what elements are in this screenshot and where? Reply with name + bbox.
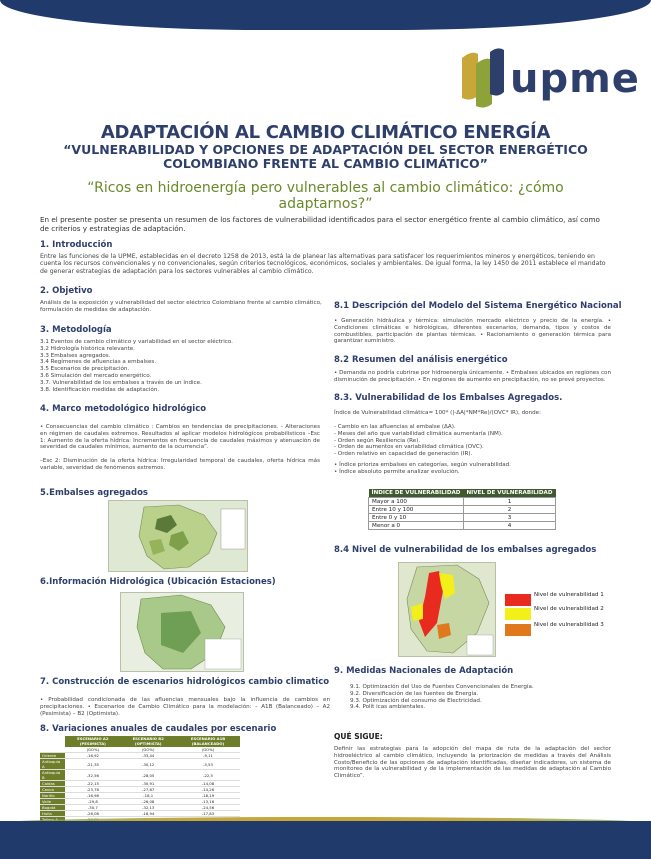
units-cell: (GO%) [65, 747, 120, 753]
list-item: - Orden relativo en capacidad de generación (IR). [334, 451, 473, 458]
cell: Entre 10 y 100 [369, 506, 464, 514]
hydrological-stations-map [120, 592, 244, 672]
cell: 1 [463, 498, 555, 506]
section-2-heading: 2. Objetivo [40, 286, 93, 296]
section-5-heading: 5.Embalses agregados [40, 488, 148, 498]
section-4-heading: 4. Marco metodológico hidrológico [40, 404, 207, 414]
section-1-text: Entre las funciones de la UPME, establecidas en el decreto 1258 de 2013, está la de planear las alternativas para satisfacer los requerimientos mineros y energéticos, teniendo en cuenta los recursos convencionales y no convencionales, según criterios tecnológicos, económicos, sociales y ambientales. De igual forma, la ley 1450 de 2011 establece el mandato de generar estrategias de adaptación para los sectores vulnerables al cambio climático. [40, 253, 606, 275]
section-9-list [350, 684, 610, 711]
cell: -23,78 [65, 787, 120, 793]
list-item: 9.3. Optimización del consumo de Electricidad. [350, 697, 482, 704]
cell: -32,13 [120, 805, 176, 811]
next-steps-text: Definir las estrategias para la adopción del mapa de ruta de la adaptación del sector hidroeléctrico al cambio climático, incluyendo la priorización de medidas a través del Análisis Costo/Beneficio de las opciones de adaptación identificadas, diseñar indicadores, un sistema de monitoreo de la vulnerabilidad y de la implementación de las medidas de adaptación al Cambio Climático”. [334, 746, 611, 780]
next-steps-heading: QUÉ SIGUE: [334, 732, 383, 741]
list-item: 3.2 Hidrología histórica relevante. [40, 345, 135, 352]
section-6-heading: 6.Información Hidrológica (Ubicación Estaciones) [40, 577, 276, 587]
aggregated-reservoirs-map [108, 500, 248, 572]
vulnerability-map-image [399, 563, 496, 657]
cell: 3 [463, 514, 555, 522]
table-row [369, 498, 556, 506]
list-item: • Índice absoluto permite analizar evolución. [334, 468, 460, 475]
table-row [40, 770, 240, 781]
row-name: Huila [40, 811, 65, 817]
legend-swatch-yellow [505, 608, 531, 620]
legend-swatch-orange [505, 624, 531, 636]
section-4-text-2: –Esc 2: Disminución de la oferta hídrica: Irregularidad temporal de caudales, oferta hídrica más variable, severidad de fenómenos extremos. [40, 458, 320, 471]
column-header: ESCENARIO A1B (BALANCEADO) [176, 736, 240, 747]
list-item: 3.6 Simulación del mercado energético. [40, 372, 152, 379]
cell: 4 [463, 522, 555, 530]
intro-text: En el presente poster se presenta un resumen de los factores de vulnerabilidad identificados para el sector energético frente al cambio climático, así como de criterios y estrategias de adaptación. [40, 215, 600, 233]
cell: -14,08 [176, 781, 240, 787]
cell: -16,92 [65, 753, 120, 759]
list-item: 9.1. Optimización del Uso de Fuentes Convencionales de Energía. [350, 684, 534, 690]
list-item: 3.4 Regímenes de afluencias a embalses. [40, 359, 157, 366]
cell: -18,19 [176, 793, 240, 799]
poster-quote: “Ricos en hidroenergía pero vulnerables al cambio climático: ¿cómo adaptarnos?” [87, 180, 564, 212]
cell: -22,5 [176, 770, 240, 781]
section-8-3-list [334, 424, 611, 458]
column-header: NIVEL DE VULNERABILIDAD [463, 489, 555, 498]
cell: -30,12 [120, 759, 176, 770]
stations-map-image [121, 593, 244, 672]
column-header: ESCENARIO A2 (PESIMISTA) [65, 736, 120, 747]
cell: -18,1 [120, 793, 176, 799]
table-row [40, 759, 240, 770]
top-banner [0, 0, 651, 30]
table-row [369, 522, 556, 530]
poster-title: ADAPTACIÓN AL CAMBIO CLIMÁTICO ENERGÍA [100, 122, 551, 143]
legend-label: Nivel de vulnerabilidad 3 [534, 622, 604, 628]
cell: -18,94 [120, 811, 176, 817]
section-8-1-text: • Generación hidráulica y térmica: simulación mercado eléctrico y precio de la energía. • Condiciones climáticas e hidrológicas, diferentes escenarios, demanda, tipos y costos de combustibles, participación de plantas térmicas. • Racionamiento o generación térmica para garantizar suministro. [334, 318, 611, 345]
table-row [369, 506, 556, 514]
list-item: - Meses del año que variabilidad climática aumentaría (NM). [334, 430, 503, 437]
section-7-text: • Probabilidad condicionada de las afluencias mensuales bajo la influencia de cambios en precipitaciones. • Escenarios de Cambio Climático para la modelación: – A1B (Balanceado) – A2 (Pesimista) – B2 (Optimista). [40, 697, 330, 717]
section-7-heading: 7. Construcción de escenarios hidrológicos cambio climatico [40, 677, 330, 687]
list-item: 3.8. Identificación medidas de adaptación. [40, 386, 160, 393]
cell: -17,83 [176, 811, 240, 817]
vulnerability-levels-map [398, 562, 496, 657]
upme-logo-mark-icon [458, 44, 506, 114]
units-cell: (GO%) [176, 747, 240, 753]
row-name: Caldas [40, 781, 65, 787]
cell: -28,05 [120, 770, 176, 781]
cell: -26,08 [65, 811, 120, 817]
corner-cell [40, 736, 65, 747]
section-8-1-heading: 8.1 Descripción del Modelo del Sistema Energético Nacional [334, 301, 622, 311]
cell: -21,35 [65, 759, 120, 770]
logo-text: upme [510, 56, 640, 102]
section-3-list [40, 339, 330, 393]
section-8-2-text: • Demanda no podría cubrirse por hidroenergía únicamente. • Embalses ubicados en regiones con disminución de precipitación. • En regiones de aumento en precipitación, no se prevé proyectos. [334, 370, 611, 383]
row-name: Oriente [40, 753, 65, 759]
section-1-heading: 1. Introducción [40, 240, 113, 250]
row-name: Valle [40, 799, 65, 805]
upme-logo [458, 44, 640, 114]
cell: -32,56 [65, 770, 120, 781]
cell: -30,7 [65, 805, 120, 811]
vulnerability-index-table [368, 489, 556, 530]
cell: -13,16 [176, 799, 240, 805]
section-8-heading: 8. Variaciones anuales de caudales por escenario [40, 724, 277, 734]
vulnerability-formula: Índice de Vulnerabilidad climática= 100* (|-ΔA|*NM*Re)/(OVC* IR), donde: [334, 410, 542, 416]
section-4-text-1: • Consecuencias del cambio climático : Cambios en tendencias de precipitaciones. - Alteraciones en régimen de caudales extremos. Resultados al aplicar modelos hidrológicos probabilísticos –Esc 1: Aumento de la oferta hídrica: Incrementos en frecuencia de caudales máximos y atenuación de severidad de caudales mínimos, aumento de la ocurrencia”. [40, 424, 320, 451]
column-header: ÍNDICE DE VULNERABILIDAD [369, 489, 464, 498]
list-item: 3.5 Escenarios de precipitación. [40, 366, 130, 373]
list-item: 3.3 Embalses agregados. [40, 352, 111, 359]
list-item: 3.7. Vulnerabilidad de los embalses a través de un índice. [40, 379, 202, 386]
section-3-heading: 3. Metodología [40, 325, 112, 335]
section-8-3-heading: 8.3. Vulnerabilidad de los Embalses Agregados. [334, 393, 563, 403]
legend-item [505, 620, 615, 640]
cell: -14,26 [176, 787, 240, 793]
reservoirs-map-image [109, 501, 248, 572]
units-cell: (GO%) [120, 747, 176, 753]
column-header: ESCENARIO B2 (OPTIMISTA) [120, 736, 176, 747]
list-item: - Orden según Resiliencia (Re). [334, 437, 421, 444]
list-item: 3.1 Eventos de cambio climático y variabilidad en el sector eléctrico. [40, 339, 233, 345]
bottom-banner [0, 821, 651, 859]
cell: -9,11 [176, 753, 240, 759]
list-item: - Cambio en las afluencias al embalse (ΔA). [334, 424, 456, 430]
list-item: - Orden de aumentos en variabilidad climática (OVC). [334, 444, 484, 451]
section-8-4-heading: 8.4 Nivel de vulnerabilidad de los embalses agregados [334, 545, 597, 555]
row-name: Antioquia A [40, 759, 65, 770]
cell: Entre 0 y 10 [369, 514, 464, 522]
row-name: Bogotá [40, 805, 65, 811]
row-name: Nariño [40, 793, 65, 799]
section-2-text: Análisis de la exposición y vulnerabilidad del sector eléctrico Colombiano frente al cambio climático, formulación de medidas de adaptación. [40, 300, 322, 313]
cell: -24,56 [176, 805, 240, 811]
list-item: • Índice prioriza embalses en categorías, según vulnerabilidad. [334, 462, 512, 468]
cell: 2 [463, 506, 555, 514]
cell: -26,08 [120, 799, 176, 805]
section-9-heading: 9. Medidas Nacionales de Adaptación [334, 666, 514, 676]
list-item: 9.4. Polít icas ambientales. [350, 704, 426, 711]
row-name: Cauca [40, 787, 65, 793]
flow-variation-table [40, 736, 240, 829]
cell: -27,87 [120, 787, 176, 793]
poster-subtitle: “VULNERABILIDAD Y OPCIONES DE ADAPTACIÓN DEL SECTOR ENERGÉTICO COLOMBIANO FRENTE AL CAMBIO CLIMÁTICO” [63, 142, 588, 171]
row-name: Antioquia B [40, 770, 65, 781]
cell: -30,91 [120, 781, 176, 787]
legend-label: Nivel de vulnerabilidad 1 [534, 592, 604, 598]
section-8-2-heading: 8.2 Resumen del análisis energético [334, 355, 508, 365]
list-item: 9.2. Diversificación de las fuentes de Energía. [350, 690, 479, 697]
cell: -16,98 [65, 793, 120, 799]
cell: -22,15 [65, 781, 120, 787]
cell: Menor a 0 [369, 522, 464, 530]
cell: Mayor a 100 [369, 498, 464, 506]
section-8-3-notes [334, 462, 611, 476]
cell: -5,53 [176, 759, 240, 770]
cell: -33,44 [120, 753, 176, 759]
table-row [369, 514, 556, 522]
legend-label: Nivel de vulnerabilidad 2 [534, 606, 604, 612]
cell: -29,8 [65, 799, 120, 805]
